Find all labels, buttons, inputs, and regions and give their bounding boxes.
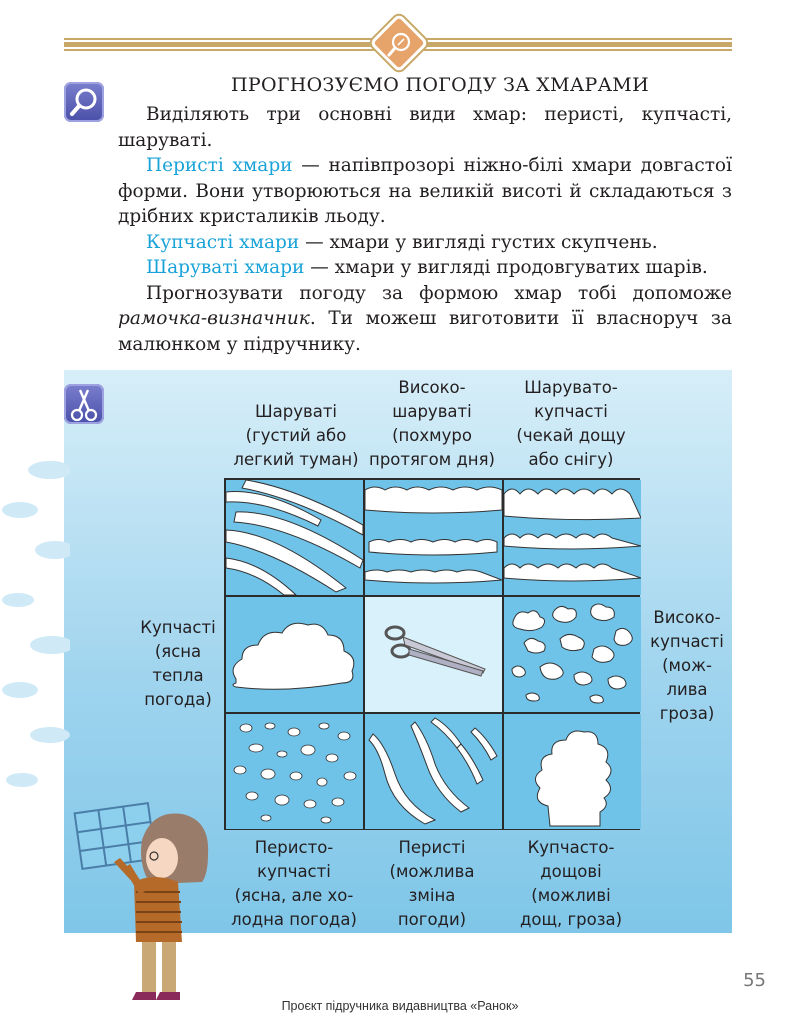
term-frame: рамочка-визначник bbox=[118, 308, 310, 329]
paragraph-4: Шаруваті хмари — хмари у вигляді продовгуватих шарів. bbox=[146, 257, 708, 278]
term-stratus: Шаруваті хмари bbox=[146, 257, 305, 278]
cumulus-cloud-image bbox=[226, 597, 363, 712]
scissors-icon-box bbox=[64, 384, 104, 424]
stratocumulus-cloud-image bbox=[504, 480, 641, 595]
label-cirrus: Перисті (можлива зміна погоди) bbox=[389, 838, 475, 929]
cell-stratocumulus bbox=[504, 480, 641, 595]
cumulonimbus-cloud-image bbox=[504, 714, 641, 829]
label-cumulus: Купчасті (ясна тепла погода) bbox=[140, 618, 216, 709]
section-title: ПРОГНОЗУЄМО ПОГОДУ ЗА ХМАРАМИ bbox=[231, 74, 649, 96]
cell-altostratus bbox=[365, 480, 502, 595]
label-altocumulus: Високо- купчасті (мож- лива гроза) bbox=[650, 608, 724, 723]
label-cirrocumulus: Перисто- купчасті (ясна, але хо- лодна погода) bbox=[231, 838, 357, 929]
page-number: 55 bbox=[743, 970, 766, 991]
altocumulus-cloud-image bbox=[504, 597, 641, 712]
paragraph-5: Прогнозувати погоду за формою хмар тобі допоможе рамочка-визначник. Ти можеш виготовити її власноруч за малюнком у підручнику. bbox=[118, 282, 732, 355]
cell-cumulus bbox=[226, 597, 363, 712]
label-stratus: Шаруваті (густий або легкий туман) bbox=[233, 402, 359, 469]
label-altostratus: Високо- шаруваті (похмуро протягом дня) bbox=[369, 378, 495, 469]
publisher-footer: Проєкт підручника видавництва «Ранок» bbox=[281, 999, 519, 1013]
cirrocumulus-cloud-image bbox=[226, 714, 363, 829]
label-cumulonimbus: Купчасто- дощові (можливі дощ, гроза) bbox=[519, 838, 623, 929]
body-text bbox=[118, 102, 732, 357]
paragraph-1: Виділяють три основні види хмар: перисті, купчасті, шаруваті. bbox=[118, 104, 732, 151]
scissors-drawing-icon bbox=[365, 597, 502, 712]
paragraph-3: Купчасті хмари — хмари у вигляді густих скупчень. bbox=[146, 231, 658, 253]
label-stratocumulus: Шарувато- купчасті (чекай дощу або снігу) bbox=[516, 378, 626, 469]
scissors-icon bbox=[64, 384, 104, 424]
magnifier-compass-icon bbox=[385, 29, 415, 59]
term-cumulus: Купчасті хмари bbox=[146, 231, 300, 253]
sky-clouds-decoration bbox=[0, 440, 70, 840]
altostratus-cloud-image bbox=[365, 480, 502, 595]
cell-cumulonimbus bbox=[504, 714, 641, 829]
cell-cirrus bbox=[365, 714, 502, 829]
cell-cirrocumulus bbox=[226, 714, 363, 829]
cell-center-scissors bbox=[365, 597, 502, 712]
magnifier-icon-box bbox=[64, 82, 104, 122]
cell-stratus bbox=[226, 480, 363, 595]
cirrus-cloud-image bbox=[365, 714, 502, 829]
paragraph-2: Перисті хмари — напівпрозорі ніжно-білі хмари довгастої форми. Вони утворюються на великій висоті й складаються з дрібних кристаликів льоду. bbox=[118, 155, 732, 227]
girl-holding-frame-illustration bbox=[70, 800, 220, 1010]
stratus-cloud-image bbox=[226, 480, 363, 595]
cell-altocumulus bbox=[504, 597, 641, 712]
term-cirrus: Перисті хмари bbox=[146, 155, 293, 176]
cloud-identifier-frame bbox=[224, 478, 640, 830]
magnifier-icon bbox=[64, 82, 104, 122]
